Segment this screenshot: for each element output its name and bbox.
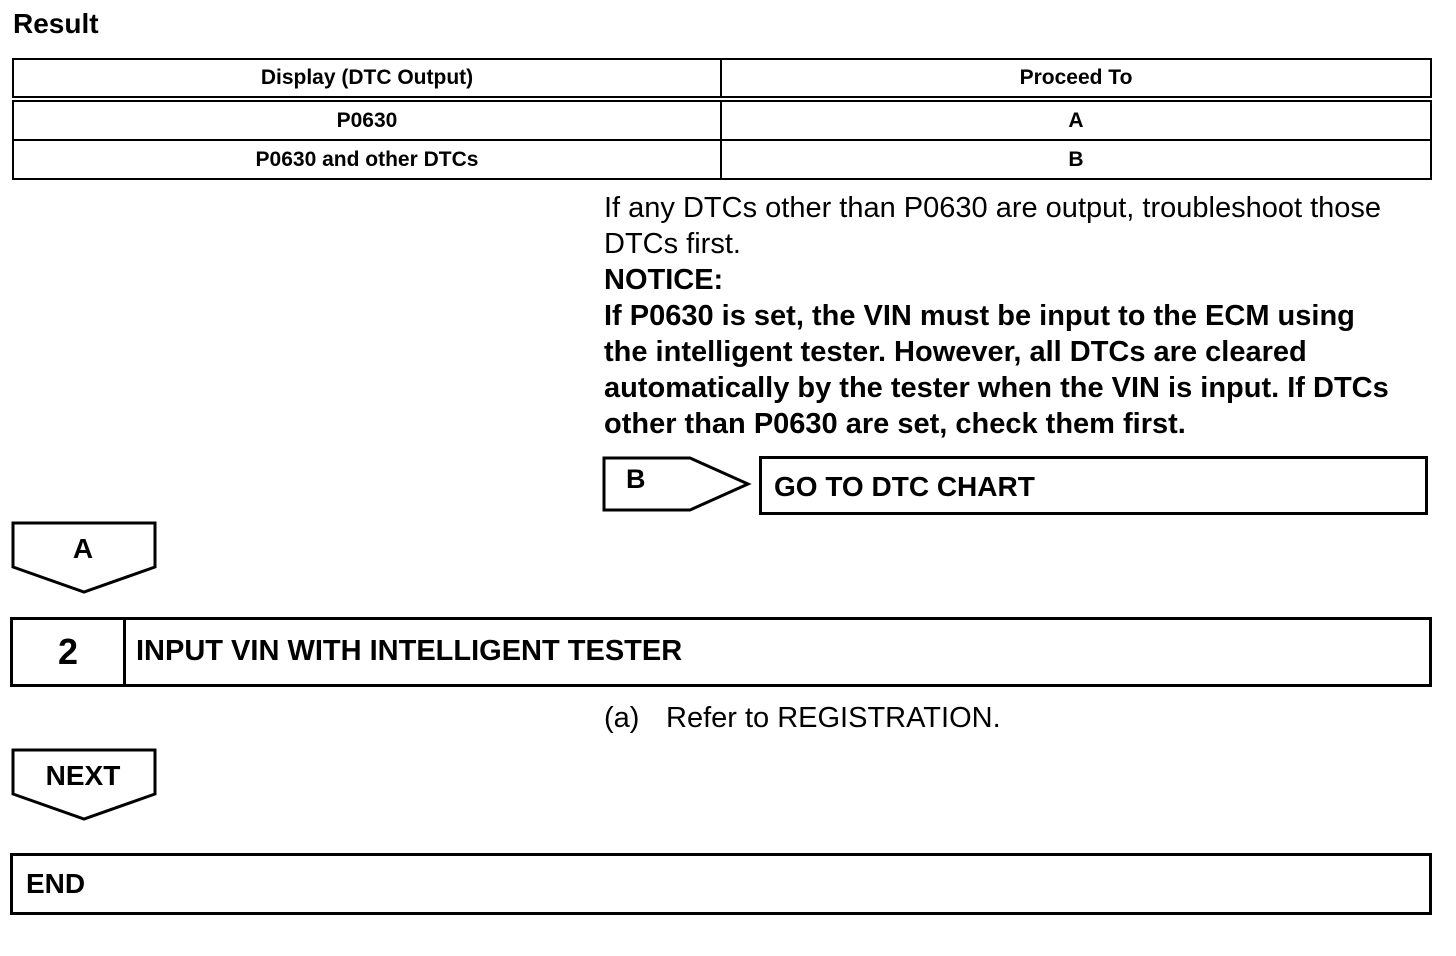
notice-line-3: automatically by the tester when the VIN is input. If DTCs bbox=[604, 372, 1389, 404]
cell-display: P0630 and other DTCs bbox=[13, 140, 721, 179]
cell-proceed: B bbox=[721, 140, 1431, 179]
instruction-line-2: DTCs first. bbox=[604, 228, 741, 260]
table-row bbox=[13, 140, 1431, 179]
step-2-box bbox=[10, 617, 1432, 687]
cell-proceed: A bbox=[721, 99, 1431, 140]
goto-dtc-chart-box bbox=[759, 456, 1428, 515]
notice-line-2: the intelligent tester. However, all DTCs are cleared bbox=[604, 336, 1307, 368]
result-table bbox=[12, 58, 1432, 180]
step-title: INPUT VIN WITH INTELLIGENT TESTER bbox=[136, 635, 683, 667]
branch-a-label: A bbox=[72, 533, 94, 564]
branch-b-label: B bbox=[626, 464, 646, 494]
instruction-line-1: If any DTCs other than P0630 are output, troubleshoot those bbox=[604, 192, 1382, 224]
sub-item-text: Refer to REGISTRATION. bbox=[666, 702, 1001, 734]
step-2-sub-item bbox=[604, 702, 1001, 735]
notice-line-1: If P0630 is set, the VIN must be input to the ECM using bbox=[604, 300, 1355, 332]
end-box bbox=[10, 853, 1432, 915]
branch-a-arrow bbox=[11, 521, 159, 595]
end-label: END bbox=[26, 868, 86, 899]
column-header-display: Display (DTC Output) bbox=[13, 59, 721, 99]
cell-display: P0630 bbox=[13, 99, 721, 140]
column-header-proceed: Proceed To bbox=[721, 59, 1431, 99]
goto-dtc-chart-label: GO TO DTC CHART bbox=[774, 471, 1035, 502]
branch-b-arrow bbox=[602, 456, 752, 514]
notice-label: NOTICE: bbox=[604, 264, 724, 296]
table-row bbox=[13, 99, 1431, 140]
notice-line-4: other than P0630 are set, check them first. bbox=[604, 408, 1186, 440]
sub-item-marker: (a) bbox=[604, 702, 640, 734]
step-number: 2 bbox=[13, 620, 126, 684]
next-label: NEXT bbox=[45, 760, 121, 791]
right-arrow-icon bbox=[602, 456, 752, 514]
result-heading: Result bbox=[13, 8, 99, 39]
next-arrow bbox=[11, 748, 159, 822]
table-header-row bbox=[13, 59, 1431, 99]
